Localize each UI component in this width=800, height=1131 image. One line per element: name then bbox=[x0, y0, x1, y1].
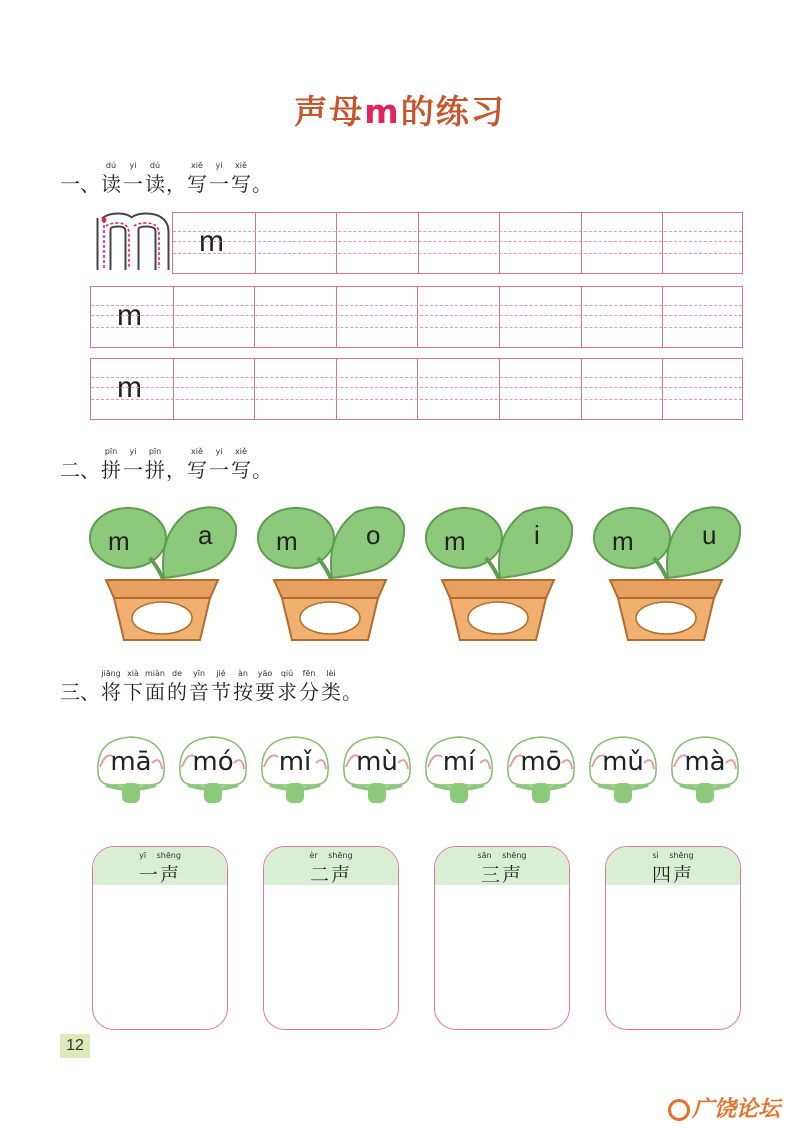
grid-cell-divider bbox=[336, 213, 337, 273]
pinyin: pīn bbox=[148, 447, 162, 456]
grid-guide-line bbox=[173, 231, 742, 232]
syllable-text: mó bbox=[192, 747, 234, 777]
mushroom-syllable[interactable] bbox=[668, 733, 742, 805]
hanzi-with-pinyin bbox=[122, 668, 144, 704]
syllable-text: mí bbox=[442, 747, 476, 777]
hanzi-with-pinyin bbox=[100, 668, 122, 704]
writing-grid-row-2[interactable] bbox=[90, 286, 743, 348]
grid-cell-divider bbox=[499, 359, 500, 419]
mushroom-syllable[interactable] bbox=[258, 733, 332, 805]
mushroom-syllable[interactable] bbox=[94, 733, 168, 805]
plant-icon bbox=[424, 500, 580, 642]
hanzi: 分 bbox=[299, 680, 319, 704]
hanzi: 要 bbox=[255, 680, 275, 704]
pinyin: àn bbox=[238, 669, 248, 678]
hanzi-with-pinyin bbox=[186, 160, 208, 196]
hanzi: 一 bbox=[123, 172, 143, 196]
grid-cell-divider bbox=[254, 359, 255, 419]
syllable-text: mǐ bbox=[278, 747, 312, 777]
section-number: 一、 bbox=[60, 172, 100, 196]
hanzi: 下 bbox=[123, 680, 143, 704]
pinyin: yīn bbox=[192, 669, 206, 678]
hanzi-with-pinyin bbox=[100, 446, 122, 482]
hanzi: 求 bbox=[277, 680, 297, 704]
grid-cell-divider bbox=[417, 359, 418, 419]
hanzi-with-pinyin bbox=[210, 668, 232, 704]
tone-pinyin: sì shēng bbox=[652, 851, 694, 860]
hanzi: 写 bbox=[187, 458, 207, 482]
hanzi-with-pinyin bbox=[230, 160, 252, 196]
grid-guide-line bbox=[91, 305, 742, 306]
section-1-heading bbox=[60, 160, 272, 196]
page-title bbox=[0, 86, 800, 133]
tone-box-3[interactable] bbox=[434, 846, 570, 1030]
section-3-heading bbox=[60, 668, 362, 704]
punctuation: ， bbox=[166, 458, 186, 482]
hanzi-with-pinyin bbox=[232, 668, 254, 704]
pinyin: xià bbox=[127, 669, 139, 678]
hanzi: 读 bbox=[101, 172, 121, 196]
hanzi-with-pinyin bbox=[254, 668, 276, 704]
syllable-text: mà bbox=[684, 747, 726, 777]
hanzi-with-pinyin bbox=[298, 668, 320, 704]
hanzi: 类 bbox=[321, 680, 341, 704]
hanzi: 面 bbox=[145, 680, 165, 704]
hanzi: 写 bbox=[187, 172, 207, 196]
pinyin: xiě bbox=[191, 447, 203, 456]
hanzi: 一 bbox=[123, 458, 143, 482]
punctuation: 。 bbox=[252, 458, 272, 482]
grid-cell-divider bbox=[336, 287, 337, 347]
pinyin: xiě bbox=[191, 161, 203, 170]
plant-final: i bbox=[534, 520, 540, 550]
writing-grid-row-1[interactable] bbox=[172, 212, 743, 274]
grid-guide-line bbox=[91, 327, 742, 328]
hanzi-with-pinyin bbox=[100, 160, 122, 196]
section-number: 三、 bbox=[60, 680, 100, 704]
plant-pot bbox=[424, 500, 580, 642]
title-prefix: 声母 bbox=[294, 92, 365, 131]
hanzi-with-pinyin bbox=[208, 160, 230, 196]
hanzi: 一 bbox=[209, 458, 229, 482]
hanzi-with-pinyin bbox=[188, 668, 210, 704]
hanzi: 读 bbox=[145, 172, 165, 196]
grid-guide-line bbox=[91, 377, 742, 378]
hanzi: 拼 bbox=[145, 458, 165, 482]
plant-icon bbox=[256, 500, 412, 642]
pinyin: dú bbox=[149, 161, 161, 170]
hanzi-with-pinyin bbox=[144, 668, 166, 704]
grid-cell-divider bbox=[499, 287, 500, 347]
writing-grid-row-3[interactable] bbox=[90, 358, 743, 420]
plant-initial: m bbox=[276, 526, 298, 556]
pinyin: dú bbox=[105, 161, 117, 170]
hanzi-with-pinyin bbox=[122, 446, 144, 482]
tone-label: 一声 bbox=[138, 864, 181, 886]
hanzi: 写 bbox=[231, 172, 251, 196]
mushroom-syllable[interactable] bbox=[586, 733, 660, 805]
grid-cell-divider bbox=[662, 359, 663, 419]
grid-cell-divider bbox=[662, 287, 663, 347]
pinyin: miàn bbox=[145, 669, 165, 678]
grid-guide-line bbox=[173, 241, 742, 242]
tone-label: 三声 bbox=[480, 864, 523, 886]
grid-cell-divider bbox=[336, 359, 337, 419]
hanzi-with-pinyin bbox=[276, 668, 298, 704]
plant-final: a bbox=[198, 520, 213, 550]
plant-pot bbox=[256, 500, 412, 642]
pinyin: jiāng bbox=[101, 669, 121, 678]
grid-guide-line bbox=[91, 387, 742, 388]
hanzi: 写 bbox=[231, 458, 251, 482]
tone-label: 二声 bbox=[309, 864, 352, 886]
grid-cell-divider bbox=[581, 359, 582, 419]
grid-cell-divider bbox=[417, 287, 418, 347]
mushroom-syllable[interactable] bbox=[176, 733, 250, 805]
pinyin: yāo bbox=[257, 669, 273, 678]
grid-cell-divider bbox=[499, 213, 500, 273]
grid-cell-divider bbox=[173, 359, 174, 419]
tone-pinyin: èr shēng bbox=[309, 851, 353, 860]
hanzi: 按 bbox=[233, 680, 253, 704]
hanzi: 一 bbox=[209, 172, 229, 196]
hanzi-with-pinyin bbox=[208, 446, 230, 482]
tone-label: 四声 bbox=[651, 864, 694, 886]
grid-cell-divider bbox=[173, 287, 174, 347]
pinyin: jié bbox=[216, 669, 226, 678]
grid-guide-line bbox=[91, 399, 742, 400]
punctuation: 。 bbox=[252, 172, 272, 196]
tone-box-2[interactable] bbox=[263, 846, 399, 1030]
hanzi-with-pinyin bbox=[122, 160, 144, 196]
grid-cell-divider bbox=[255, 213, 256, 273]
plant-final: u bbox=[702, 520, 717, 550]
grid-cell-divider bbox=[662, 213, 663, 273]
plant-initial: m bbox=[108, 526, 130, 556]
grid-letter: m bbox=[117, 299, 142, 332]
syllable-text: mù bbox=[356, 747, 398, 777]
tone-box-4[interactable] bbox=[605, 846, 741, 1030]
pinyin: fēn bbox=[302, 669, 316, 678]
pinyin: xiě bbox=[235, 161, 247, 170]
hanzi: 节 bbox=[211, 680, 231, 704]
syllable-text: mǔ bbox=[602, 747, 644, 777]
hanzi-with-pinyin bbox=[186, 446, 208, 482]
mushroom-syllable[interactable] bbox=[340, 733, 414, 805]
watermark-text: 广饶论坛 bbox=[692, 1097, 781, 1122]
hanzi-with-pinyin bbox=[144, 160, 166, 196]
grid-cell-divider bbox=[581, 213, 582, 273]
hanzi: 将 bbox=[101, 680, 121, 704]
tone-pinyin: sān shēng bbox=[477, 851, 527, 860]
grid-letter: m bbox=[199, 225, 224, 258]
hanzi-with-pinyin bbox=[166, 668, 188, 704]
pinyin: xiě bbox=[235, 447, 247, 456]
hanzi-with-pinyin bbox=[144, 446, 166, 482]
hanzi-with-pinyin bbox=[230, 446, 252, 482]
pinyin: yi bbox=[129, 447, 137, 456]
hanzi-with-pinyin bbox=[320, 668, 342, 704]
plant-icon bbox=[592, 500, 748, 642]
hanzi: 拼 bbox=[101, 458, 121, 482]
plant-pot bbox=[88, 500, 244, 642]
syllable-text: mō bbox=[520, 747, 562, 777]
pinyin: lèi bbox=[326, 669, 336, 678]
pinyin: yi bbox=[129, 161, 137, 170]
pinyin: qiú bbox=[280, 669, 294, 678]
grid-guide-line bbox=[173, 253, 742, 254]
hanzi: 的 bbox=[167, 680, 187, 704]
tone-box-1[interactable] bbox=[92, 846, 228, 1030]
grid-letter: m bbox=[117, 371, 142, 404]
watermark-logo-icon bbox=[668, 1099, 690, 1121]
grid-guide-line bbox=[91, 315, 742, 316]
title-letter: m bbox=[364, 92, 401, 131]
page-number: 12 bbox=[60, 1034, 90, 1058]
pinyin: pīn bbox=[104, 447, 118, 456]
grid-cell-divider bbox=[581, 287, 582, 347]
watermark bbox=[668, 1092, 780, 1123]
pinyin: yi bbox=[215, 447, 223, 456]
pinyin: yi bbox=[215, 161, 223, 170]
section-2-heading bbox=[60, 446, 272, 482]
grid-cell-divider bbox=[254, 287, 255, 347]
plant-icon bbox=[88, 500, 244, 642]
punctuation: ， bbox=[166, 172, 186, 196]
plant-initial: m bbox=[444, 526, 466, 556]
mushroom-syllable[interactable] bbox=[504, 733, 578, 805]
syllable-text: mā bbox=[110, 747, 152, 777]
pinyin: de bbox=[172, 669, 182, 678]
plant-final: o bbox=[366, 520, 381, 550]
mushroom-syllable[interactable] bbox=[422, 733, 496, 805]
hanzi: 音 bbox=[189, 680, 209, 704]
plant-pot bbox=[592, 500, 748, 642]
grid-cell-divider bbox=[418, 213, 419, 273]
plant-initial: m bbox=[612, 526, 634, 556]
tracing-letter-m-icon bbox=[96, 210, 172, 276]
tone-pinyin: yī shēng bbox=[139, 851, 181, 860]
title-suffix: 的练习 bbox=[400, 92, 506, 131]
punctuation: 。 bbox=[342, 680, 362, 704]
section-number: 二、 bbox=[60, 458, 100, 482]
